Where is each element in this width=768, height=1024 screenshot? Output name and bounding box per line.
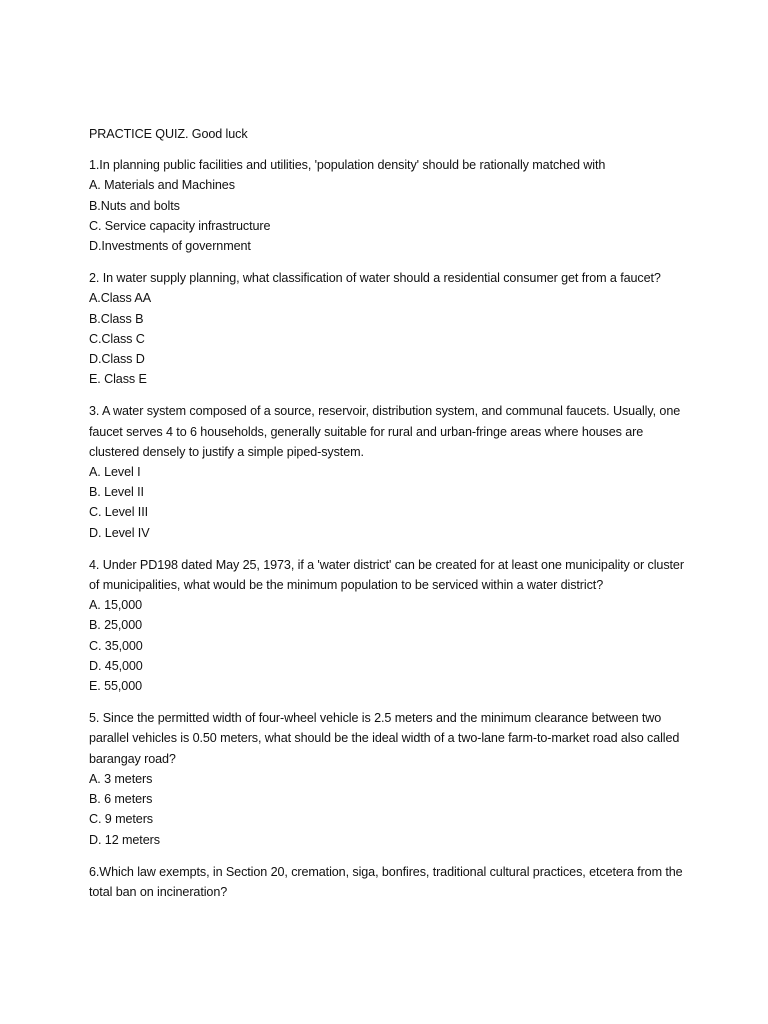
answer-option: C. 9 meters xyxy=(89,812,153,827)
answer-option: A. 15,000 xyxy=(89,598,143,613)
question-6 xyxy=(89,862,689,902)
answer-option: C. 35,000 xyxy=(89,638,143,653)
question-5 xyxy=(89,708,689,849)
answer-option: C.Class C xyxy=(89,331,145,346)
question-3 xyxy=(89,401,689,542)
answer-option: D. 45,000 xyxy=(89,658,143,673)
question-text: 3. A water system composed of a source, reservoir, distribution system, and communal faucets. Usually, one faucet serves 4 to 6 households, generally suitable for rural and urban-fringe areas where houses are clustered densely to justify a simple piped-system. xyxy=(89,404,681,459)
question-4 xyxy=(89,555,689,696)
answer-option: C. Service capacity infrastructure xyxy=(89,218,271,233)
question-text: 5. Since the permitted width of four-wheel vehicle is 2.5 meters and the minimum clearance between two parallel vehicles is 0.50 meters, what should be the ideal width of a two-lane farm-to-market road also called barangay road? xyxy=(89,711,680,766)
question-text: 2. In water supply planning, what classification of water should a residential consumer get from a faucet? xyxy=(89,271,661,286)
question-text: 1.In planning public facilities and utilities, 'population density' should be rationally matched with xyxy=(89,158,606,173)
answer-option: B. 6 meters xyxy=(89,792,153,807)
document-content xyxy=(89,124,689,914)
answer-option: D. 12 meters xyxy=(89,832,160,847)
answer-option: D.Class D xyxy=(89,352,145,367)
answer-option: A. Level I xyxy=(89,465,141,480)
quiz-title: PRACTICE QUIZ. Good luck xyxy=(89,127,248,141)
question-text: 4. Under PD198 dated May 25, 1973, if a 'water district' can be created for at least one municipality or cluster of municipalities, what would be the minimum population to be serviced within a water district? xyxy=(89,557,684,593)
answer-option: A.Class AA xyxy=(89,291,151,306)
answer-option: A. Materials and Machines xyxy=(89,178,235,193)
answer-option: B. 25,000 xyxy=(89,618,143,633)
answer-option: D.Investments of government xyxy=(89,239,251,254)
answer-option: D. Level IV xyxy=(89,525,150,540)
answer-option: B.Nuts and bolts xyxy=(89,198,180,213)
question-2 xyxy=(89,268,689,389)
answer-option: E. 55,000 xyxy=(89,679,143,694)
question-1 xyxy=(89,155,689,256)
answer-option: E. Class E xyxy=(89,372,147,387)
answer-option: A. 3 meters xyxy=(89,771,153,786)
answer-option: C. Level III xyxy=(89,505,148,520)
question-text: 6.Which law exempts, in Section 20, cremation, siga, bonfires, traditional cultural practices, etcetera from the total ban on incineration? xyxy=(89,864,683,899)
answer-option: B. Level II xyxy=(89,485,144,500)
answer-option: B.Class B xyxy=(89,311,144,326)
